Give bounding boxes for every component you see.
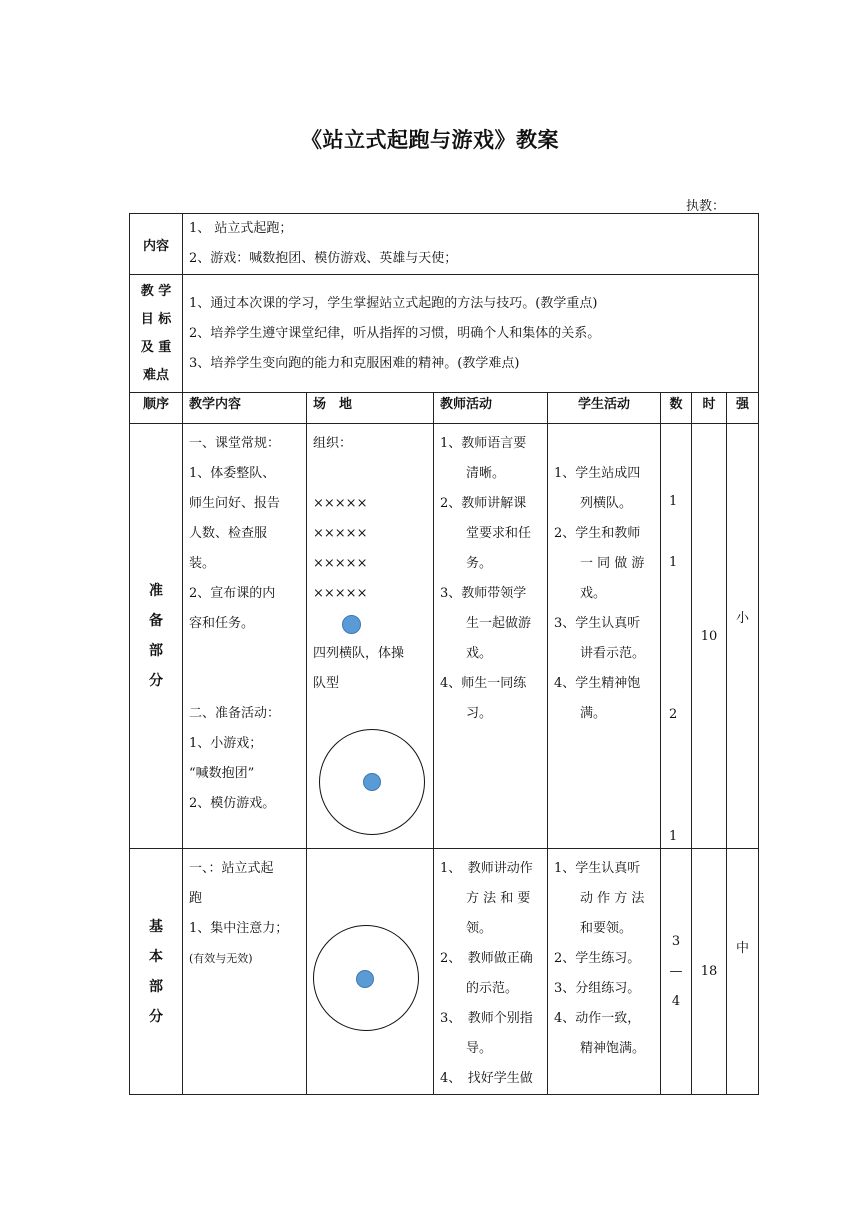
main-student-line: 1、学生认真听 bbox=[554, 861, 641, 876]
prep-content-line: “喊数抱团” bbox=[189, 766, 255, 781]
author-label: 执教： bbox=[686, 199, 726, 214]
main-label-char: 基 bbox=[149, 918, 163, 935]
prep-count-value: 2 bbox=[669, 707, 678, 722]
prep-count-value: 1 bbox=[669, 829, 678, 844]
prep-venue bbox=[307, 424, 434, 849]
main-label-char: 分 bbox=[149, 1008, 163, 1025]
prep-venue-line: 组织： bbox=[313, 436, 353, 451]
objectives-label-line: 及 重 bbox=[140, 339, 172, 355]
teacher-position-marker bbox=[342, 615, 361, 634]
main-venue-diagram bbox=[307, 849, 433, 1093]
content-line: 1、 站立式起跑； bbox=[189, 221, 293, 236]
header-count: 数 bbox=[661, 393, 692, 424]
main-time: 18 bbox=[692, 849, 727, 1095]
prep-teacher-line: 2、教师讲解课 bbox=[440, 496, 527, 511]
prep-content-line: 1、体委整队、 bbox=[189, 466, 276, 481]
prep-label bbox=[130, 424, 183, 849]
prep-teacher-line: 务。 bbox=[466, 556, 493, 571]
objective-line: 2、培养学生遵守课堂纪律，听从指挥的习惯，明确个人和集体的关系。 bbox=[189, 325, 601, 341]
main-teacher-line: 1、 教师讲动作 bbox=[440, 861, 533, 876]
circle-center-marker bbox=[363, 773, 381, 791]
objectives-label-line: 教 学 bbox=[140, 283, 172, 299]
main-teacher-line: 4、 找好学生做 bbox=[440, 1071, 533, 1086]
main-teacher-line: 的示范。 bbox=[466, 981, 519, 996]
formation-row: ××××× bbox=[313, 526, 368, 541]
prep-content-line: 一、课堂常规： bbox=[189, 436, 281, 451]
content-row bbox=[130, 214, 759, 275]
main-content-line: 1、集中注意力； bbox=[189, 921, 289, 936]
main-venue bbox=[307, 849, 434, 1095]
objectives-label-line: 难点 bbox=[142, 367, 169, 383]
header-student: 学生活动 bbox=[548, 393, 661, 424]
page-title: 《站立式起跑与游戏》教案 bbox=[301, 128, 559, 152]
main-student-line: 4、动作一致， bbox=[554, 1011, 641, 1026]
prep-teacher-line: 堂要求和任 bbox=[466, 526, 532, 541]
main-student-line: 2、学生练习。 bbox=[554, 951, 641, 966]
objectives-row bbox=[130, 275, 759, 393]
prep-teacher bbox=[434, 424, 548, 849]
main-content bbox=[183, 849, 307, 1095]
prep-student-line: 满。 bbox=[580, 706, 607, 721]
objectives-cell bbox=[183, 275, 759, 393]
main-section-row bbox=[130, 849, 759, 1095]
prep-content-line: 2、宣布课的内 bbox=[189, 586, 276, 601]
prep-section-row bbox=[130, 424, 759, 849]
objective-line: 1、通过本次课的学习，学生掌握站立式起跑的方法与技巧。(教学重点) bbox=[189, 295, 598, 311]
prep-teacher-line: 1、教师语言要 bbox=[440, 436, 527, 451]
prep-venue-line: 四列横队，体操 bbox=[313, 646, 405, 661]
prep-label-char: 部 bbox=[149, 643, 163, 659]
prep-student-line: 2、学生和教师 bbox=[554, 526, 641, 541]
prep-teacher-line: 戏。 bbox=[466, 646, 493, 661]
prep-teacher-line: 习。 bbox=[466, 706, 493, 721]
prep-student-line: 戏。 bbox=[580, 586, 607, 601]
header-teacher: 教师活动 bbox=[434, 393, 548, 424]
main-teacher-line: 3、 教师个别指 bbox=[440, 1011, 533, 1026]
prep-venue-line bbox=[313, 459, 427, 489]
prep-content bbox=[183, 424, 307, 849]
main-count-line: 4 bbox=[671, 993, 681, 1009]
prep-time: 10 bbox=[692, 424, 727, 849]
formation-row: ××××× bbox=[313, 556, 368, 571]
prep-content-line: 人数、检查服 bbox=[189, 526, 268, 541]
prep-content-line: 2、模仿游戏。 bbox=[189, 796, 276, 811]
prep-student-line: 3、学生认真听 bbox=[554, 616, 641, 631]
main-label bbox=[130, 849, 183, 1095]
prep-content-line: 容和任务。 bbox=[189, 616, 255, 631]
prep-student-line: 4、学生精神饱 bbox=[554, 676, 641, 691]
main-label-char: 本 bbox=[149, 948, 163, 965]
prep-teacher-line: 清晰。 bbox=[466, 466, 506, 481]
prep-count-stack bbox=[661, 424, 691, 848]
header-content: 教学内容 bbox=[183, 393, 307, 424]
header-time: 时 bbox=[692, 393, 727, 424]
main-student-line: 精神饱满。 bbox=[580, 1041, 646, 1056]
main-label-char: 部 bbox=[149, 978, 163, 995]
prep-content-line: 师生问好、报告 bbox=[189, 496, 281, 511]
lesson-plan-table bbox=[129, 213, 759, 1095]
content-cell bbox=[183, 214, 759, 275]
objectives-label bbox=[130, 275, 183, 393]
prep-label-char: 准 bbox=[149, 583, 163, 599]
main-student bbox=[548, 849, 661, 1095]
prep-student-line: 一 同 做 游 bbox=[580, 556, 645, 571]
main-teacher bbox=[434, 849, 548, 1095]
prep-content-line bbox=[189, 639, 300, 669]
prep-intensity: 小 bbox=[727, 424, 759, 849]
prep-label-char: 分 bbox=[149, 673, 163, 689]
main-content-line: 跑 bbox=[189, 891, 203, 906]
main-teacher-line: 领。 bbox=[466, 921, 493, 936]
column-header-row bbox=[130, 393, 759, 424]
prep-student bbox=[548, 424, 661, 849]
main-count-line: 3 bbox=[671, 933, 681, 949]
prep-count-value: 1 bbox=[669, 494, 678, 509]
prep-venue-diagram bbox=[313, 429, 427, 843]
prep-teacher-line: 3、教师带领学 bbox=[440, 586, 527, 601]
objectives-label-line: 目 标 bbox=[140, 311, 172, 327]
content-label: 内容 bbox=[130, 214, 183, 275]
prep-venue-line: 队型 bbox=[313, 676, 340, 691]
main-student-line: 动 作 方 法 bbox=[580, 891, 645, 906]
main-student-line: 3、分组练习。 bbox=[554, 981, 641, 996]
main-content-line: 一、：站立式起 bbox=[189, 861, 274, 876]
prep-content-line bbox=[189, 669, 300, 699]
prep-student-line: 列横队。 bbox=[580, 496, 633, 511]
main-teacher-line: 导。 bbox=[466, 1041, 493, 1056]
prep-student-line: 1、学生站成四 bbox=[554, 466, 641, 481]
formation-row: ××××× bbox=[313, 586, 368, 601]
main-count-line: — bbox=[669, 963, 683, 979]
prep-count-value: 1 bbox=[669, 555, 678, 570]
start-circle-marker bbox=[356, 970, 374, 988]
main-teacher-line: 2、 教师做正确 bbox=[440, 951, 533, 966]
main-student-line: 和要领。 bbox=[580, 921, 633, 936]
prep-count bbox=[661, 424, 692, 849]
main-teacher-line: 方 法 和 要 bbox=[466, 891, 531, 906]
main-intensity: 中 bbox=[727, 849, 759, 1095]
header-order: 顺序 bbox=[130, 393, 183, 424]
prep-teacher-line: 生一起做游 bbox=[466, 616, 532, 631]
objective-line: 3、培养学生变向跑的能力和克服困难的精神。(教学难点) bbox=[189, 355, 520, 371]
prep-student-line bbox=[554, 429, 656, 459]
prep-content-line: 装。 bbox=[189, 556, 216, 571]
prep-content-line: 1、小游戏； bbox=[189, 736, 263, 751]
prep-label-char: 备 bbox=[149, 613, 163, 629]
content-line: 2、游戏：喊数抱团、模仿游戏、英雄与天使； bbox=[189, 251, 458, 266]
prep-content-line: 二、准备活动： bbox=[189, 706, 281, 721]
formation-row: ××××× bbox=[313, 496, 368, 511]
main-count bbox=[661, 849, 692, 1095]
prep-venue-line bbox=[313, 609, 427, 639]
prep-student-line: 讲看示范。 bbox=[580, 646, 646, 661]
header-intensity: 强 bbox=[727, 393, 759, 424]
header-venue: 场 地 bbox=[307, 393, 434, 424]
main-content-note: (有效与无效) bbox=[189, 952, 253, 965]
prep-teacher-line: 4、师生一同练 bbox=[440, 676, 527, 691]
